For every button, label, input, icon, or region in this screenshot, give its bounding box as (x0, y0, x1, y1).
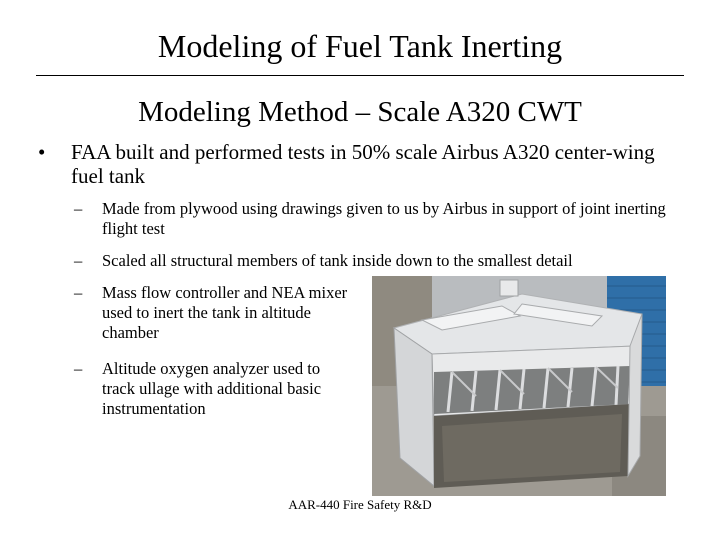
sub-bullet-text: Altitude oxygen analyzer used to track ullage with additional basic instrumentation (102, 359, 322, 418)
bullet-marker: • (38, 140, 46, 164)
slide-footer: AAR-440 Fire Safety R&D (288, 497, 432, 512)
sub-bullet-marker: – (74, 359, 83, 378)
sub-bullet-text: Mass flow controller and NEA mixer used to inert the tank in altitude chamber (102, 283, 348, 342)
title-divider (36, 75, 684, 76)
slide-subtitle: Modeling Method – Scale A320 CWT (138, 96, 582, 128)
sub-bullet-text: Scaled all structural members of tank inside down to the smallest detail (102, 251, 573, 270)
slide-title: Modeling of Fuel Tank Inerting (157, 28, 563, 64)
fuel-tank-model-photo (372, 276, 666, 496)
sub-bullet-marker: – (74, 251, 83, 270)
main-bullet-text: FAA built and performed tests in 50% scale Airbus A320 center-wing fuel tank (71, 140, 655, 188)
sub-bullet-marker: – (74, 199, 83, 218)
sub-bullet-marker: – (74, 283, 83, 302)
sub-bullet-text: Made from plywood using drawings given to us by Airbus in support of joint inerting flight test (102, 199, 666, 238)
